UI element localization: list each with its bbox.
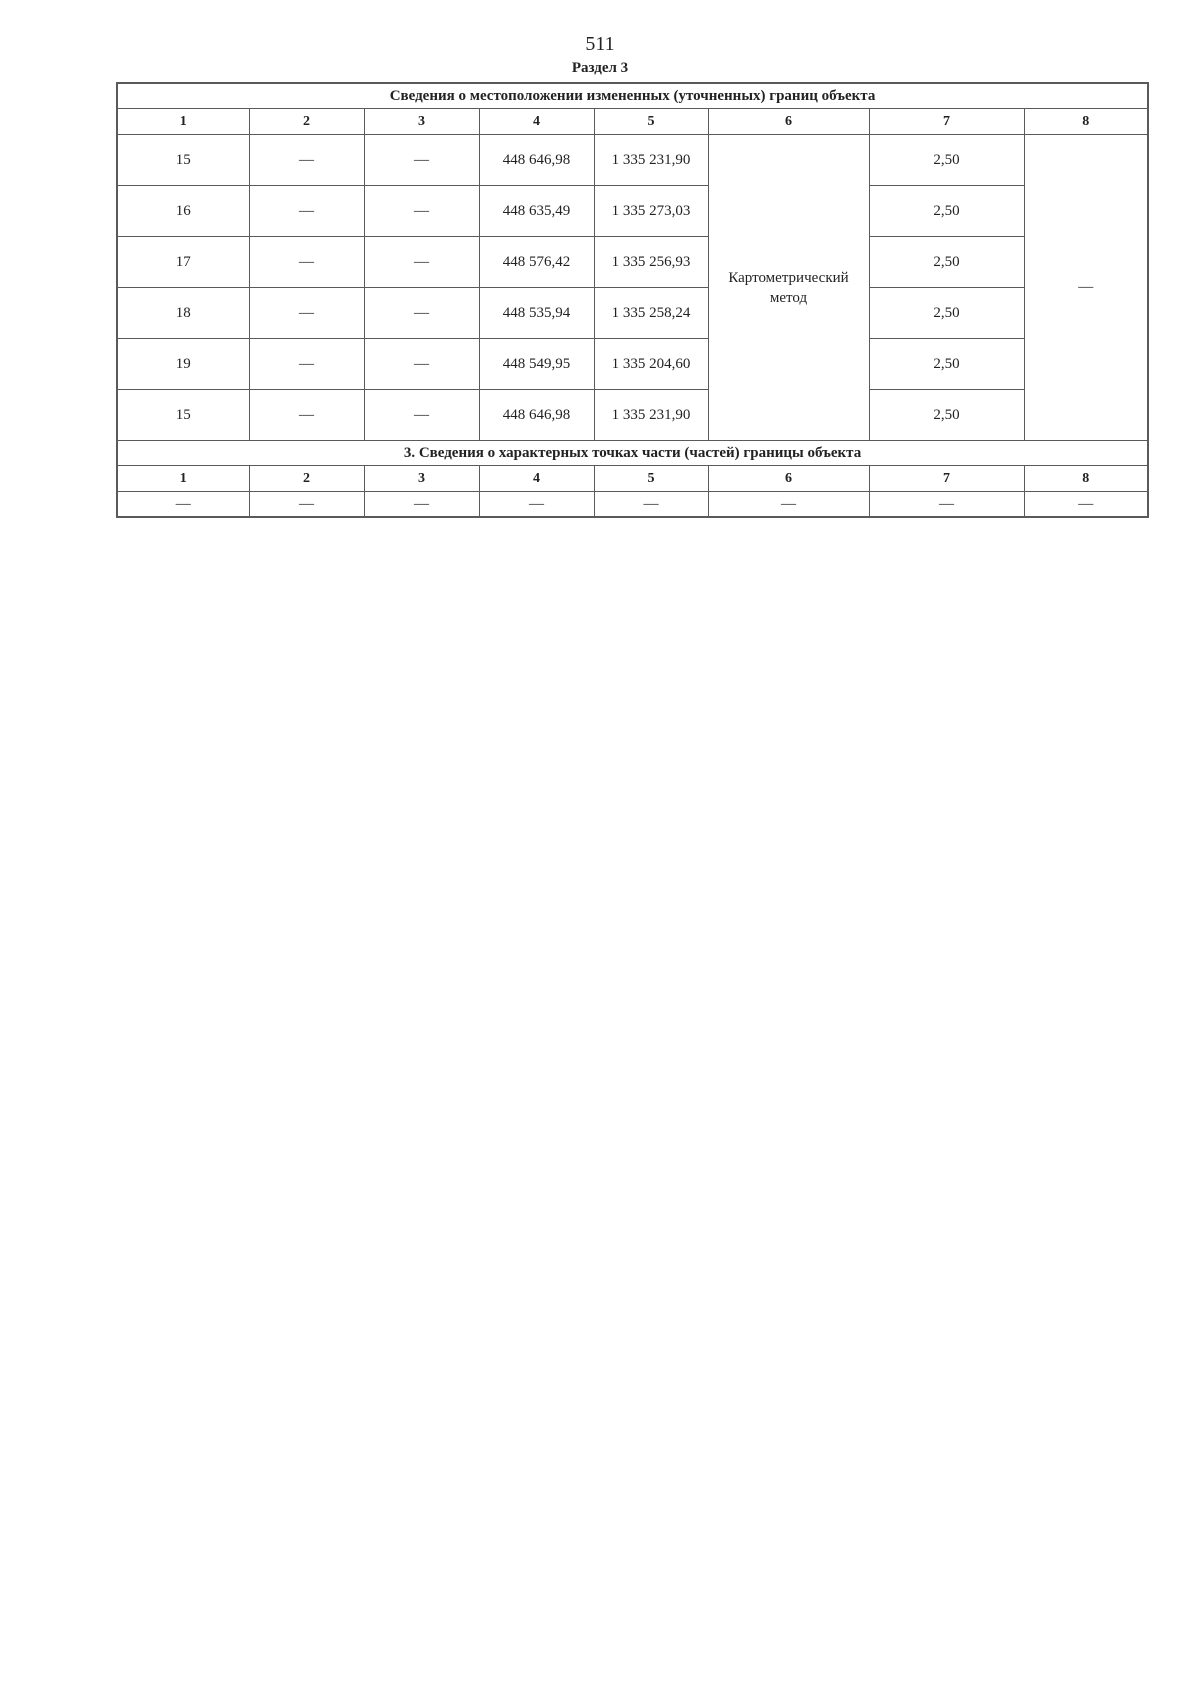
accuracy-value: 2,50: [869, 237, 1024, 288]
column-number: 4: [479, 466, 594, 492]
column-number: 4: [479, 109, 594, 135]
table-row: [117, 288, 1148, 339]
column-numbers-row: [117, 109, 1148, 135]
boundary-table: [116, 82, 1149, 518]
accuracy-value: 2,50: [869, 186, 1024, 237]
column-number: 6: [708, 109, 869, 135]
coordinate-y: 1 335 273,03: [594, 186, 708, 237]
subtable-header: 3. Сведения о характерных точках части (частей) границы объекта: [117, 441, 1148, 466]
cell-dash: —: [249, 492, 364, 518]
coordinate-x: 448 535,94: [479, 288, 594, 339]
cell-dash: —: [1024, 492, 1148, 518]
cell-dash: —: [249, 135, 364, 186]
table-row: [117, 186, 1148, 237]
coordinate-y: 1 335 231,90: [594, 135, 708, 186]
column-number: 1: [117, 466, 249, 492]
coordinate-x: 448 635,49: [479, 186, 594, 237]
point-number: 17: [117, 237, 249, 288]
coordinate-x: 448 646,98: [479, 390, 594, 441]
coordinate-y: 1 335 256,93: [594, 237, 708, 288]
column-8-cell: —: [1024, 135, 1148, 441]
coordinate-y: 1 335 231,90: [594, 390, 708, 441]
cell-dash: —: [249, 339, 364, 390]
column-number: 8: [1024, 466, 1148, 492]
point-number: 18: [117, 288, 249, 339]
column-number: 3: [364, 109, 479, 135]
accuracy-value: 2,50: [869, 339, 1024, 390]
coordinate-x: 448 576,42: [479, 237, 594, 288]
column-number: 5: [594, 109, 708, 135]
point-number: 15: [117, 390, 249, 441]
method-cell: Картометрический метод: [708, 135, 869, 441]
cell-dash: —: [594, 492, 708, 518]
cell-dash: —: [364, 492, 479, 518]
cell-dash: —: [364, 339, 479, 390]
point-number: 16: [117, 186, 249, 237]
column-number: 8: [1024, 109, 1148, 135]
page-number: 511: [585, 33, 615, 55]
point-number: 15: [117, 135, 249, 186]
column-number: 7: [869, 109, 1024, 135]
column-number: 2: [249, 109, 364, 135]
cell-dash: —: [249, 186, 364, 237]
table-header: Сведения о местоположении измененных (уточненных) границ объекта: [117, 83, 1148, 109]
column-number: 2: [249, 466, 364, 492]
coordinate-y: 1 335 258,24: [594, 288, 708, 339]
accuracy-value: 2,50: [869, 135, 1024, 186]
column-number: 3: [364, 466, 479, 492]
accuracy-value: 2,50: [869, 288, 1024, 339]
cell-dash: —: [249, 390, 364, 441]
cell-dash: —: [249, 237, 364, 288]
table-row: [117, 135, 1148, 186]
table-row: [117, 390, 1148, 441]
cell-dash: —: [708, 492, 869, 518]
column-number: 1: [117, 109, 249, 135]
cell-dash: —: [249, 288, 364, 339]
subtable-column-numbers-row: [117, 466, 1148, 492]
table-row: [117, 237, 1148, 288]
cell-dash: —: [117, 492, 249, 518]
cell-dash: —: [364, 135, 479, 186]
column-number: 5: [594, 466, 708, 492]
cell-dash: —: [364, 390, 479, 441]
subtable-row: [117, 492, 1148, 518]
coordinate-x: 448 549,95: [479, 339, 594, 390]
cell-dash: —: [479, 492, 594, 518]
subtable-header-row: [117, 441, 1148, 466]
coordinate-y: 1 335 204,60: [594, 339, 708, 390]
cell-dash: —: [364, 288, 479, 339]
column-number: 7: [869, 466, 1024, 492]
table-row: [117, 339, 1148, 390]
coordinate-x: 448 646,98: [479, 135, 594, 186]
cell-dash: —: [364, 186, 479, 237]
cell-dash: —: [364, 237, 479, 288]
cell-dash: —: [869, 492, 1024, 518]
accuracy-value: 2,50: [869, 390, 1024, 441]
section-title: Раздел 3: [571, 60, 629, 76]
table-header-row: [117, 83, 1148, 109]
point-number: 19: [117, 339, 249, 390]
column-number: 6: [708, 466, 869, 492]
